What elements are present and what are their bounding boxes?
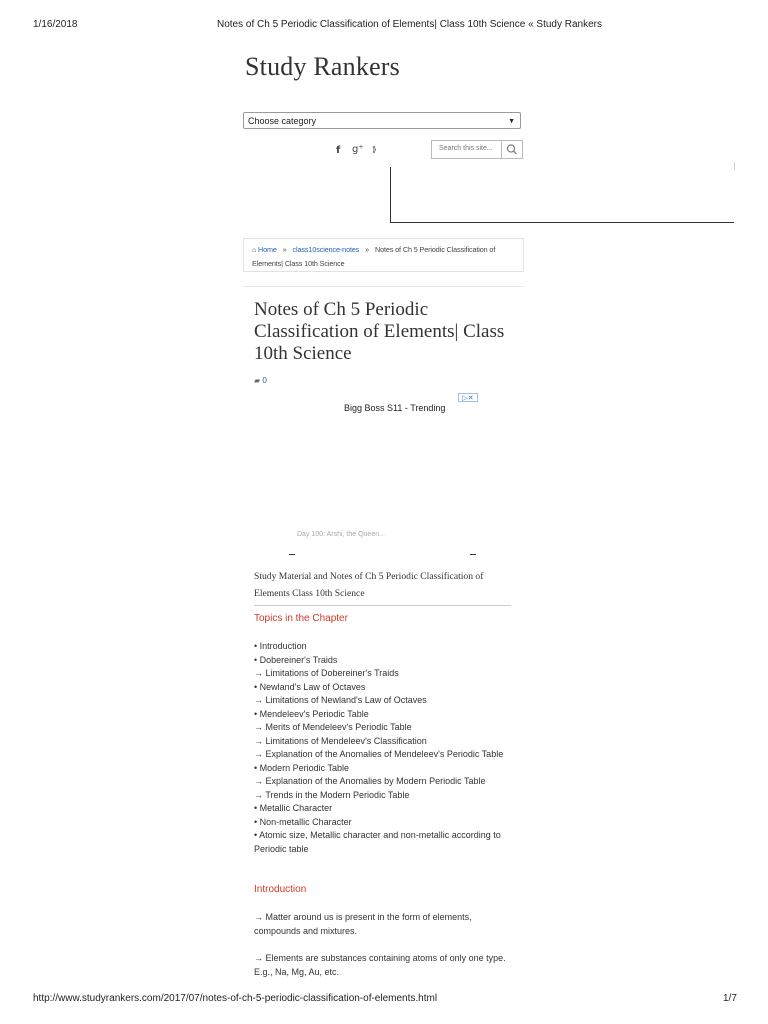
post-card-top-border bbox=[243, 286, 524, 287]
breadcrumb-separator: » bbox=[282, 245, 287, 254]
site-logo[interactable]: Study Rankers bbox=[245, 52, 400, 81]
list-item: → Trends in the Modern Periodic Table bbox=[254, 789, 410, 800]
ad-carousel-dash-right bbox=[470, 554, 476, 555]
search-button[interactable] bbox=[501, 141, 522, 158]
breadcrumb-home-link[interactable]: Home bbox=[258, 245, 277, 254]
dropdown-arrow-icon: ▼ bbox=[508, 118, 515, 125]
post-title: Notes of Ch 5 Periodic Classification of Elements| Class 10th Science bbox=[254, 299, 505, 364]
list-item: • Non-metallic Character bbox=[254, 816, 352, 827]
search-box[interactable] bbox=[431, 140, 523, 159]
ad-frame-bottom-edge bbox=[390, 222, 734, 223]
comment-icon: ▰ bbox=[254, 376, 261, 385]
print-page-title: Notes of Ch 5 Periodic Classification of Elements| Class 10th Science « Study Rankers bbox=[217, 19, 602, 30]
search-icon bbox=[502, 141, 522, 158]
search-placeholder: Search this site... bbox=[439, 145, 493, 152]
intro-divider bbox=[254, 605, 511, 606]
ad-title[interactable]: Bigg Boss S11 - Trending bbox=[344, 403, 446, 413]
rss-icon[interactable]: ⟫ bbox=[372, 145, 377, 154]
list-item: • Introduction bbox=[254, 641, 307, 651]
list-item: • Modern Periodic Table bbox=[254, 762, 350, 773]
category-select[interactable] bbox=[243, 112, 521, 129]
topics-heading: Topics in the Chapter bbox=[254, 613, 348, 624]
list-item: • Newland's Law of Octaves bbox=[254, 681, 366, 692]
ad-caption[interactable]: Day 100: Arshi, the Queen... bbox=[297, 531, 385, 538]
breadcrumb-category-link[interactable]: class10science-notes bbox=[292, 245, 360, 254]
list-item: → Limitations of Mendeleev's Classification bbox=[254, 735, 427, 746]
introduction-heading: Introduction bbox=[254, 884, 307, 895]
print-url: http://www.studyrankers.com/2017/07/notes-of-ch-5-periodic-classification-of-elements.html bbox=[33, 993, 438, 1004]
breadcrumb-separator: » bbox=[365, 245, 370, 254]
ad-choices-icon[interactable]: ▷✕ bbox=[458, 393, 478, 402]
facebook-icon[interactable]: f bbox=[336, 145, 341, 156]
list-item: → Explanation of the Anomalies by Modern Periodic Table bbox=[254, 776, 486, 786]
category-select-value: Choose category bbox=[248, 116, 317, 126]
home-icon[interactable]: ⌂ bbox=[252, 247, 257, 254]
breadcrumb-current: Notes of Ch 5 Periodic Classification of Elements| Class 10th Science bbox=[252, 245, 496, 268]
list-item: • Metallic Character bbox=[254, 803, 333, 813]
comment-count-value: 0 bbox=[262, 376, 267, 385]
ad-carousel-dash-left bbox=[289, 554, 295, 555]
google-plus-icon[interactable]: g⁺ bbox=[352, 144, 364, 155]
print-page-number: 1/7 bbox=[723, 993, 737, 1004]
list-item: • Atomic size, Metallic character and non-metallic according to Periodic table bbox=[254, 830, 501, 854]
list-item: • Mendeleev's Periodic Table bbox=[254, 708, 369, 719]
list-item: → Explanation of the Anomalies of Mendeleev's Periodic Table bbox=[254, 749, 504, 759]
list-item: • Dobereiner's Traids bbox=[254, 654, 338, 665]
list-item: → Limitations of Newland's Law of Octaves bbox=[254, 695, 427, 705]
list-item: → Limitations of Dobereiner's Traids bbox=[254, 668, 399, 678]
ad-frame-right-tick bbox=[734, 162, 735, 170]
introduction-paragraph: → Matter around us is present in the form of elements, compounds and mixtures. bbox=[254, 912, 472, 936]
topics-list bbox=[254, 640, 516, 856]
list-item: → Merits of Mendeleev's Periodic Table bbox=[254, 722, 412, 732]
ad-frame-left-edge bbox=[390, 167, 391, 222]
intro-text: Study Material and Notes of Ch 5 Periodic Classification of Elements Class 10th Science bbox=[254, 571, 484, 599]
comment-count[interactable] bbox=[254, 376, 267, 385]
introduction-paragraph: → Elements are substances containing atoms of only one type. E.g., Na, Mg, Au, etc. bbox=[254, 953, 506, 977]
breadcrumb bbox=[243, 238, 524, 272]
print-date: 1/16/2018 bbox=[33, 19, 78, 30]
